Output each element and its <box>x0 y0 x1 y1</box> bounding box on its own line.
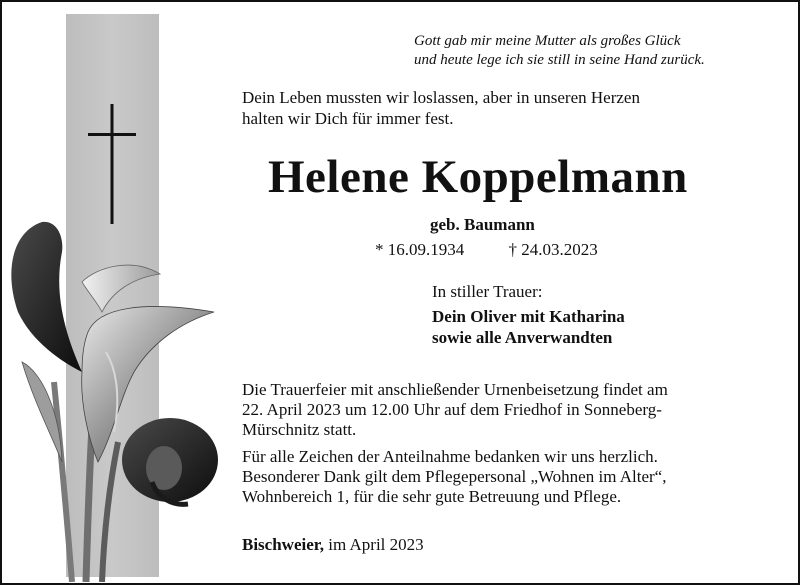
thanks-line: Besonderer Dank gilt dem Pflegepersonal „Wohnen im Alter“, <box>242 467 667 486</box>
signature-date: im April 2023 <box>328 535 424 554</box>
funeral-line: Mürschnitz statt. <box>242 420 357 439</box>
mourners-line: sowie alle Anverwandten <box>432 328 613 347</box>
birth-date: * 16.09.1934 <box>375 240 465 259</box>
birth-name: geb. Baumann <box>430 215 535 234</box>
death-date: † 24.03.2023 <box>508 240 598 259</box>
intro-line: Dein Leben mussten wir loslassen, aber in unseren Herzen <box>242 88 640 107</box>
mourners-line: Dein Oliver mit Katharina <box>432 307 625 326</box>
thanks-line: Für alle Zeichen der Anteilnahme bedanken wir uns herzlich. <box>242 447 658 466</box>
place-date-signature <box>242 535 424 555</box>
signature-place: Bischweier, <box>242 535 325 554</box>
thanks-line: Wohnbereich 1, für die sehr gute Betreuung und Pflege. <box>242 487 622 506</box>
intro-text <box>242 87 640 129</box>
calla-lily-icon <box>2 212 232 582</box>
mourners-list <box>432 306 625 348</box>
deceased-name: Helene Koppelmann <box>268 151 688 203</box>
thanks-text <box>242 447 666 507</box>
funeral-line: Die Trauerfeier mit anschließender Urnenbeisetzung findet am <box>242 380 668 399</box>
motto-line: Gott gab mir meine Mutter als großes Glück <box>414 33 681 49</box>
mourning-heading: In stiller Trauer: <box>432 282 543 301</box>
life-dates <box>375 240 598 260</box>
motto-verse <box>414 32 705 70</box>
funeral-line: 22. April 2023 um 12.00 Uhr auf dem Friedhof in Sonneberg- <box>242 400 662 419</box>
cross-icon <box>88 104 136 224</box>
motto-line: und heute lege ich sie still in seine Hand zurück. <box>414 52 705 68</box>
funeral-info <box>242 380 668 440</box>
intro-line: halten wir Dich für immer fest. <box>242 109 454 128</box>
